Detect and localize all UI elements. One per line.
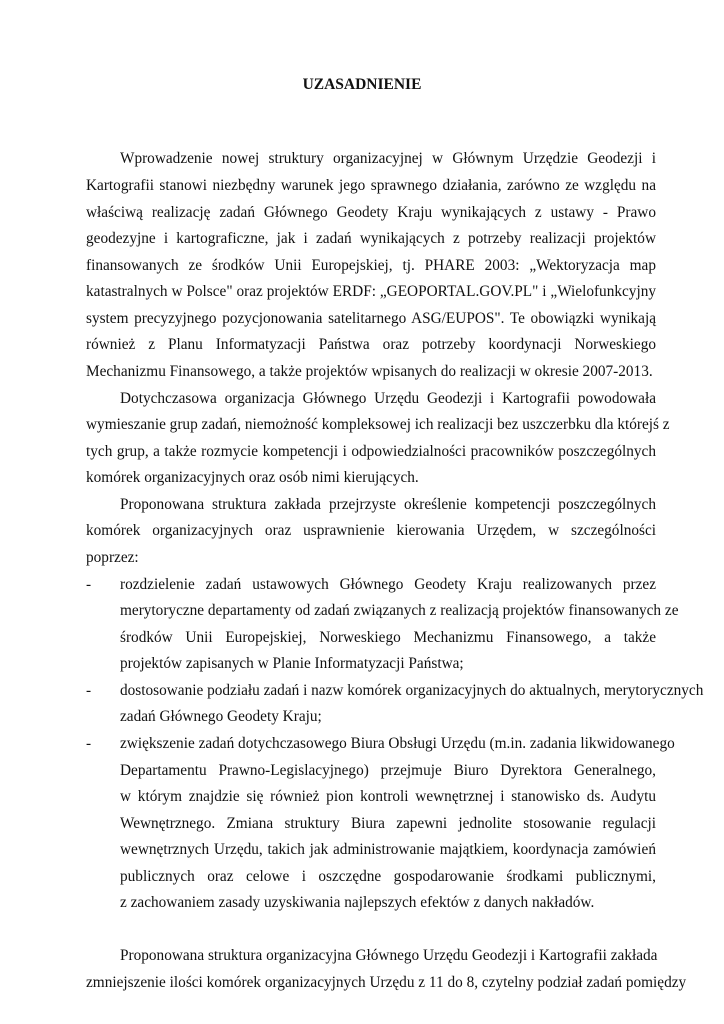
text-line: finansowanych ze środków Unii Europejskiej, tj. PHARE 2003: „Wektoryzacja map (86, 257, 656, 274)
text-line: właściwą realizację zadań Głównego Geodety Kraju wynikających z ustawy - Prawo (86, 204, 656, 221)
text-line: wymieszanie grup zadań, niemożność kompleksowej ich realizacji bez uszczerbku dla którejś z (86, 416, 670, 433)
text-line: Mechanizmu Finansowego, a także projektów wpisanych do realizacji w okresie 2007-2013. (86, 363, 653, 380)
bullet-marker: - (86, 735, 92, 752)
text-line: system precyzyjnego pozycjonowania satelitarnego ASG/EUPOS". Te obowiązki wynikają (86, 310, 656, 327)
text-line: merytoryczne departamenty od zadań związanych z realizacją projektów finansowanych ze (120, 602, 679, 619)
text-line: dostosowanie podziału zadań i nazw komórek organizacyjnych do aktualnych, merytorycznych (120, 682, 704, 699)
text-line: zmniejszenie ilości komórek organizacyjnych Urzędu z 11 do 8, czytelny podział zadań pomiędzy (86, 974, 687, 991)
text-line: katastralnych w Polsce" oraz projektów ERDF: „GEOPORTAL.GOV.PL" i „Wielofunkcyjny (86, 283, 656, 300)
text-line: w którym znajdzie się również pion kontroli wewnętrznej i stanowisko ds. Audytu (120, 788, 656, 805)
text-line: środków Unii Europejskiej, Norweskiego Mechanizmu Finansowego, a także (120, 629, 656, 646)
text-line: Wprowadzenie nowej struktury organizacyjnej w Głównym Urzędzie Geodezji i (120, 150, 656, 167)
bullet-marker: - (86, 682, 92, 699)
text-line: Proponowana struktura zakłada przejrzyste określenie kompetencji poszczególnych (120, 496, 656, 513)
text-line: Kartografii stanowi niezbędny warunek jego sprawnego działania, zarówno ze względu na (86, 177, 656, 194)
text-line: zwiększenie zadań dotychczasowego Biura Obsługi Urzędu (m.in. zadania likwidowanego (120, 735, 675, 752)
text-line: komórek organizacyjnych oraz osób nimi kierujących. (86, 469, 419, 486)
text-line: Dotychczasowa organizacja Głównego Urzędu Geodezji i Kartografii powodowała (120, 390, 656, 407)
text-line: publicznych oraz celowe i oszczędne gospodarowanie środkami publicznymi, (120, 868, 656, 885)
text-line: wewnętrznych Urzędu, takich jak administrowanie majątkiem, koordynacja zamówień (120, 841, 656, 858)
text-line: również z Planu Informatyzacji Państwa oraz potrzeby koordynacji Norweskiego (86, 336, 656, 353)
text-line: geodezyjne i kartograficzne, jak i zadań wynikających z potrzeby realizacji projektów (86, 230, 656, 247)
text-line: poprzez: (86, 549, 139, 566)
text-line: z zachowaniem zasady uzyskiwania najlepszych efektów z danych nakładów. (120, 894, 595, 911)
bullet-marker: - (86, 576, 92, 593)
text-line: rozdzielenie zadań ustawowych Głównego Geodety Kraju realizowanych przez (120, 576, 656, 593)
text-line: Wewnętrznego. Zmiana struktury Biura zapewni jednolite stosowanie regulacji (120, 815, 656, 832)
text-line: projektów zapisanych w Planie Informatyzacji Państwa; (120, 655, 464, 672)
text-line: Proponowana struktura organizacyjna Głównego Urzędu Geodezji i Kartografii zakłada (120, 947, 658, 964)
text-line: zadań Głównego Geodety Kraju; (120, 708, 322, 725)
text-line: Departamentu Prawno-Legislacyjnego) przejmuje Biuro Dyrektora Generalnego, (120, 762, 656, 779)
text-line: tych grup, a także rozmycie kompetencji i odpowiedzialności pracowników poszczególnych (86, 443, 656, 460)
document-title: UZASADNIENIE (302, 76, 422, 93)
text-line: komórek organizacyjnych oraz usprawnienie kierowania Urzędem, w szczególności (86, 522, 656, 539)
